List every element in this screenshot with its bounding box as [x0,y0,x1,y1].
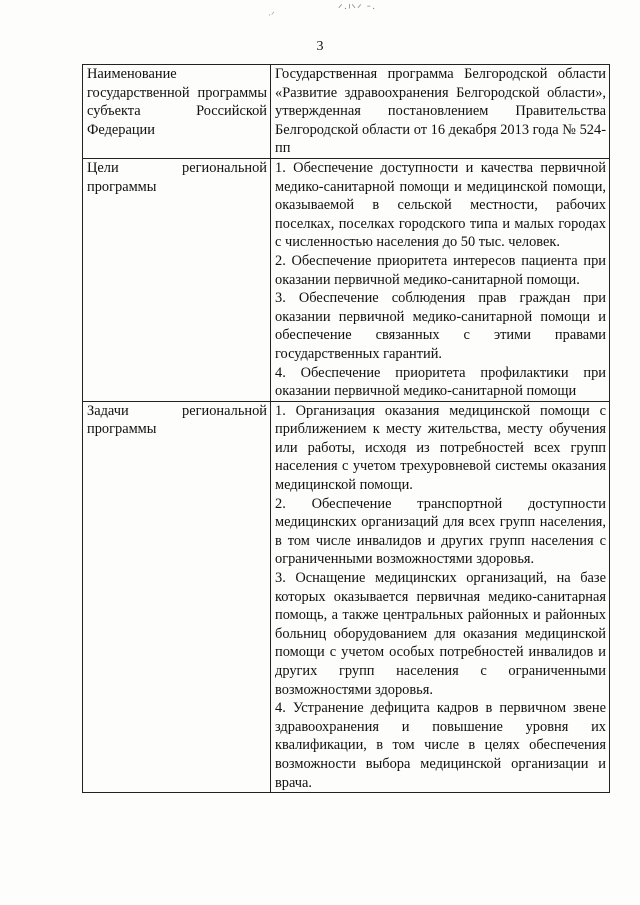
program-passport-table [82,64,610,793]
row-value [271,158,610,401]
value-paragraph: 1. Организация оказания медицинской помощи с приближением к месту жительства, месту обучения или работы, исходя из потребностей всех групп населения с учетом трехуровневой системы оказания медицинской помощи. [275,402,606,494]
row-label: Задачи региональной программы [83,401,271,792]
row-label: Цели региональной программы [83,158,271,401]
row-label: Наименование государственной программы субъекта Российской Федерации [83,65,271,159]
table-row-program-name [83,65,610,159]
value-paragraph: 3. Обеспечение соблюдения прав граждан при оказании первичной медико-санитарной помощи и обеспечение связанных с этими правами государственных гарантий. [275,290,606,362]
scan-mark: ·ᐟ [268,10,275,20]
row-value [271,65,610,159]
value-paragraph: Государственная программа Белгородской области «Развитие здравоохранения Белгородской области», утвержденная постановлением Правительства Белгородской области от 16 декабря 2013 года № 524-пп [275,66,606,157]
scan-mark: ᐟ·ᑊᐠᐟ ᐨ· [338,3,377,15]
value-paragraph: 3. Оснащение медицинских организаций, на базе которых оказывается первичная медико-санитарная помощь, а также центральных районных и районных больниц оборудованием для оказания медицинской помощи с учетом особых потребностей инвалидов и других групп населения с ограниченными возможностями здоровья. [275,570,606,698]
value-paragraph: 2. Обеспечение транспортной доступности медицинских организаций для всех групп населения, в том числе инвалидов и других групп населения с ограниченными возможностями здоровья. [275,495,606,568]
page-number: 3 [316,39,324,54]
table-row-tasks [83,401,610,792]
row-value [271,401,610,792]
table-row-goals [83,158,610,401]
value-paragraph: 4. Обеспечение приоритета профилактики при оказании первичной медико-санитарной помощи [275,364,606,400]
value-paragraph: 4. Устранение дефицита кадров в первичном звене здравоохранения и повышение уровня их квалификации, в том числе в целях обеспечения возможности выбора медицинской организации и врача. [275,700,606,791]
value-paragraph: 2. Обеспечение приоритета интересов пациента при оказании первичной медико-санитарной помощи. [275,252,606,288]
value-paragraph: 1. Обеспечение доступности и качества первичной медико-санитарной помощи и медицинской помощи, оказываемой в сельской местности, рабочих поселках, поселках городского типа и малых городах с численностью населения до 50 тыс. человек. [275,159,606,251]
